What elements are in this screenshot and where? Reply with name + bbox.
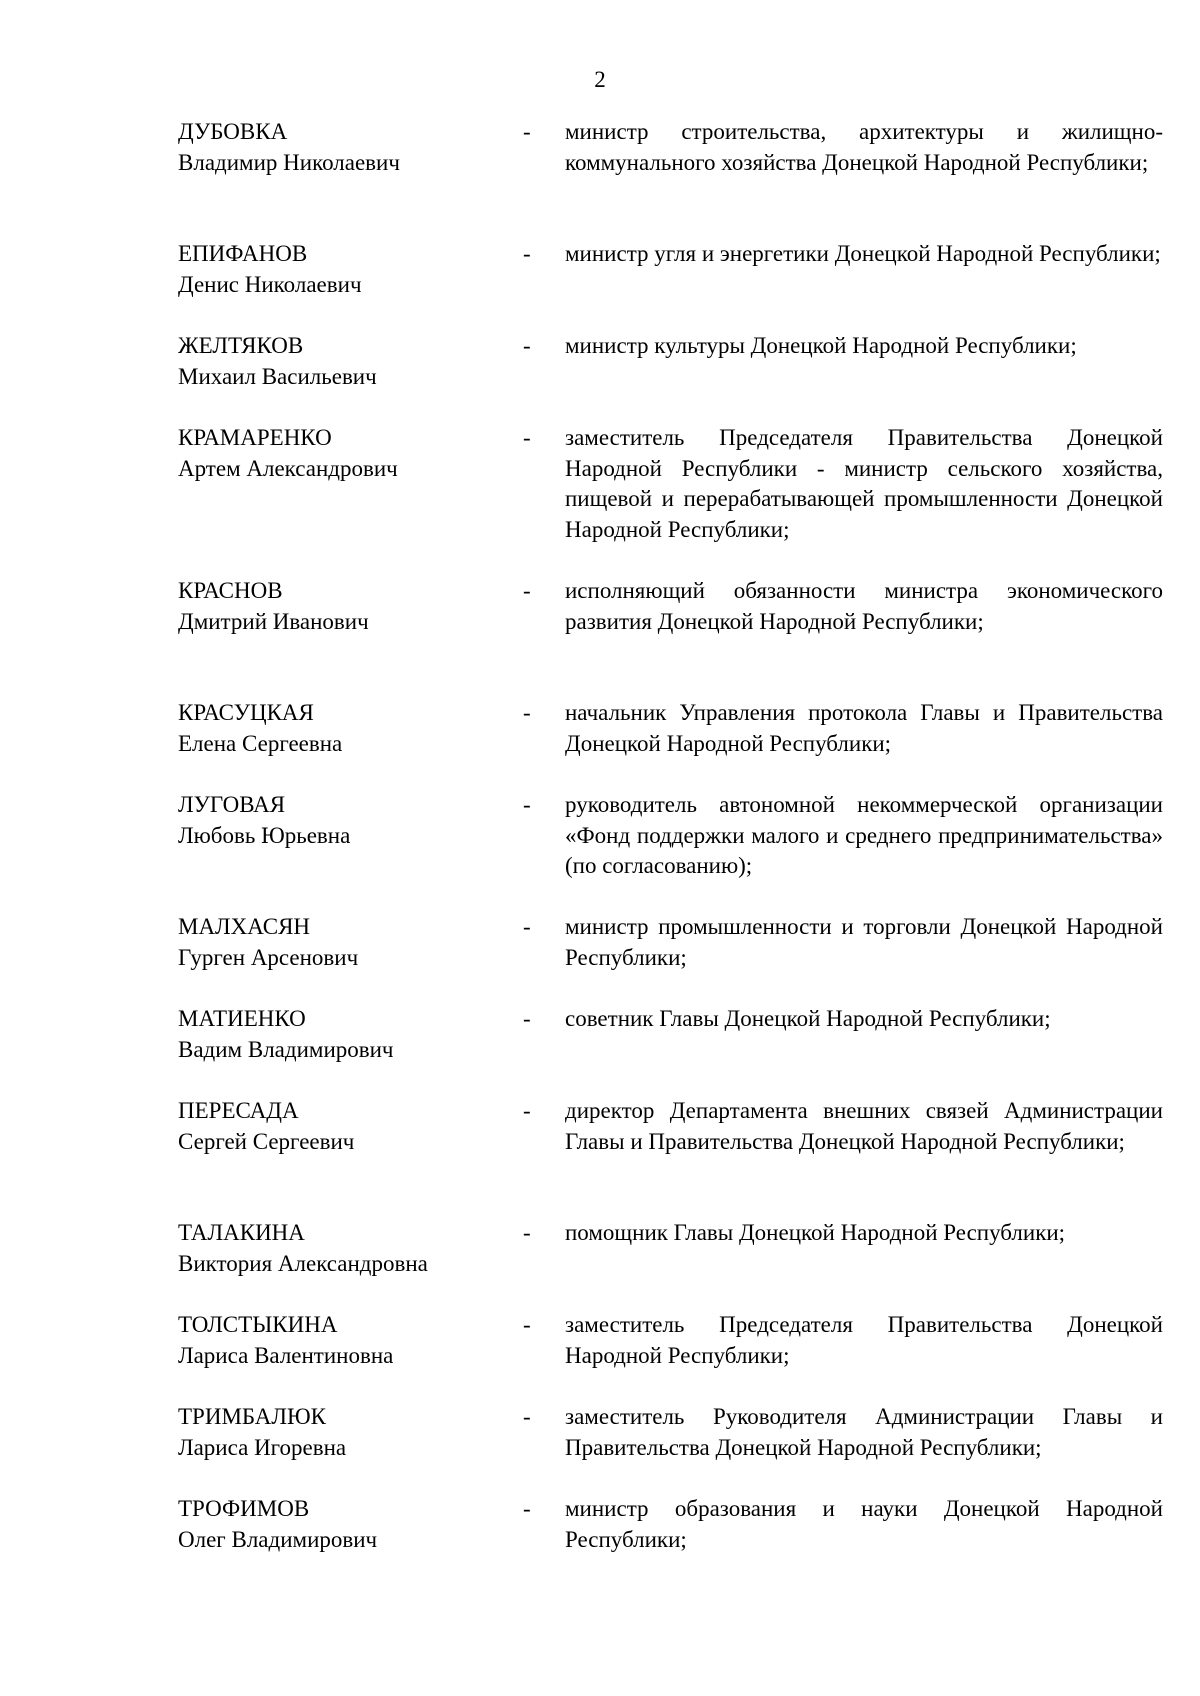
member-surname: ТРОФИМОВ [178, 1496, 310, 1521]
separator-dash: - [523, 1220, 531, 1245]
member-given-names: Вадим Владимирович [178, 1036, 394, 1062]
member-surname: ТРИМБАЛЮК [178, 1404, 326, 1429]
separator-dash: - [523, 333, 531, 358]
member-position: советник Главы Донецкой Народной Республики; [565, 1006, 1051, 1031]
separator-dash: - [523, 425, 531, 450]
separator-dash: - [523, 792, 531, 817]
member-surname: ЕПИФАНОВ [178, 241, 308, 266]
member-position: помощник Главы Донецкой Народной Республики; [565, 1220, 1066, 1245]
member-name [178, 576, 518, 637]
member-entry [0, 1494, 1200, 1614]
member-entry [0, 117, 1200, 237]
separator-dash: - [523, 119, 531, 144]
member-position: министр строительства, архитектуры и жилищно-коммунального хозяйства Донецкой Народной Республики; [565, 119, 1163, 175]
separator-dash: - [523, 241, 531, 266]
member-surname: КРАСНОВ [178, 578, 283, 603]
member-surname: КРАМАРЕНКО [178, 425, 332, 450]
member-name [178, 1096, 518, 1157]
separator-dash: - [523, 578, 531, 603]
member-given-names: Лариса Игоревна [178, 1434, 347, 1460]
member-position: министр промышленности и торговли Донецкой Народной Республики; [565, 914, 1163, 970]
member-name [178, 790, 518, 851]
separator-dash: - [523, 1006, 531, 1031]
member-position: директор Департамента внешних связей Администрации Главы и Правительства Донецкой Народной Республики; [565, 1098, 1163, 1154]
member-entry [0, 1096, 1200, 1216]
member-position: заместитель Председателя Правительства Донецкой Народной Республики - министр сельского хозяйства, пищевой и перерабатывающей промышленности Донецкой Народной Республики; [565, 425, 1163, 542]
member-given-names: Лариса Валентиновна [178, 1342, 394, 1368]
separator-dash: - [523, 1098, 531, 1123]
member-given-names: Гурген Арсенович [178, 944, 359, 970]
member-given-names: Владимир Николаевич [178, 149, 400, 175]
member-surname: ДУБОВКА [178, 119, 288, 144]
member-position: министр угля и энергетики Донецкой Народной Республики; [565, 241, 1161, 266]
member-given-names: Олег Владимирович [178, 1526, 378, 1552]
member-surname: ЖЕЛТЯКОВ [178, 333, 304, 358]
member-name [178, 698, 518, 759]
member-name [178, 239, 518, 300]
member-position: заместитель Руководителя Администрации Главы и Правительства Донецкой Народной Республики; [565, 1404, 1163, 1460]
member-position: министр культуры Донецкой Народной Республики; [565, 333, 1077, 358]
separator-dash: - [523, 1496, 531, 1521]
member-surname: МАЛХАСЯН [178, 914, 311, 939]
member-name [178, 423, 518, 484]
member-entry [0, 423, 1200, 543]
member-surname: ТАЛАКИНА [178, 1220, 305, 1245]
member-name [178, 912, 518, 973]
member-surname: ПЕРЕСАДА [178, 1098, 299, 1123]
member-position: начальник Управления протокола Главы и Правительства Донецкой Народной Республики; [565, 700, 1163, 756]
member-name [178, 1004, 518, 1065]
member-given-names: Артем Александрович [178, 455, 398, 481]
member-name [178, 117, 518, 178]
member-given-names: Дмитрий Иванович [178, 608, 369, 634]
member-given-names: Виктория Александровна [178, 1250, 428, 1276]
member-surname: ТОЛСТЫКИНА [178, 1312, 338, 1337]
member-surname: ЛУГОВАЯ [178, 792, 286, 817]
member-position: министр образования и науки Донецкой Народной Республики; [565, 1496, 1163, 1552]
member-given-names: Елена Сергеевна [178, 730, 343, 756]
member-position: заместитель Председателя Правительства Донецкой Народной Республики; [565, 1312, 1163, 1368]
member-given-names: Сергей Сергеевич [178, 1128, 355, 1154]
member-name [178, 1494, 518, 1555]
member-name [178, 1402, 518, 1463]
member-entry [0, 576, 1200, 696]
separator-dash: - [523, 914, 531, 939]
member-entry [0, 790, 1200, 910]
member-position: исполняющий обязанности министра экономического развития Донецкой Народной Республики; [565, 578, 1163, 634]
page-number: 2 [594, 67, 606, 92]
separator-dash: - [523, 1312, 531, 1337]
separator-dash: - [523, 1404, 531, 1429]
member-given-names: Денис Николаевич [178, 271, 362, 297]
member-name [178, 331, 518, 392]
member-name [178, 1310, 518, 1371]
member-given-names: Любовь Юрьевна [178, 822, 351, 848]
member-given-names: Михаил Васильевич [178, 363, 377, 389]
member-surname: МАТИЕНКО [178, 1006, 306, 1031]
member-name [178, 1218, 518, 1279]
member-surname: КРАСУЦКАЯ [178, 700, 314, 725]
separator-dash: - [523, 700, 531, 725]
member-position: руководитель автономной некоммерческой организации «Фонд поддержки малого и среднего предпринимательства» (по согласованию); [565, 792, 1163, 878]
